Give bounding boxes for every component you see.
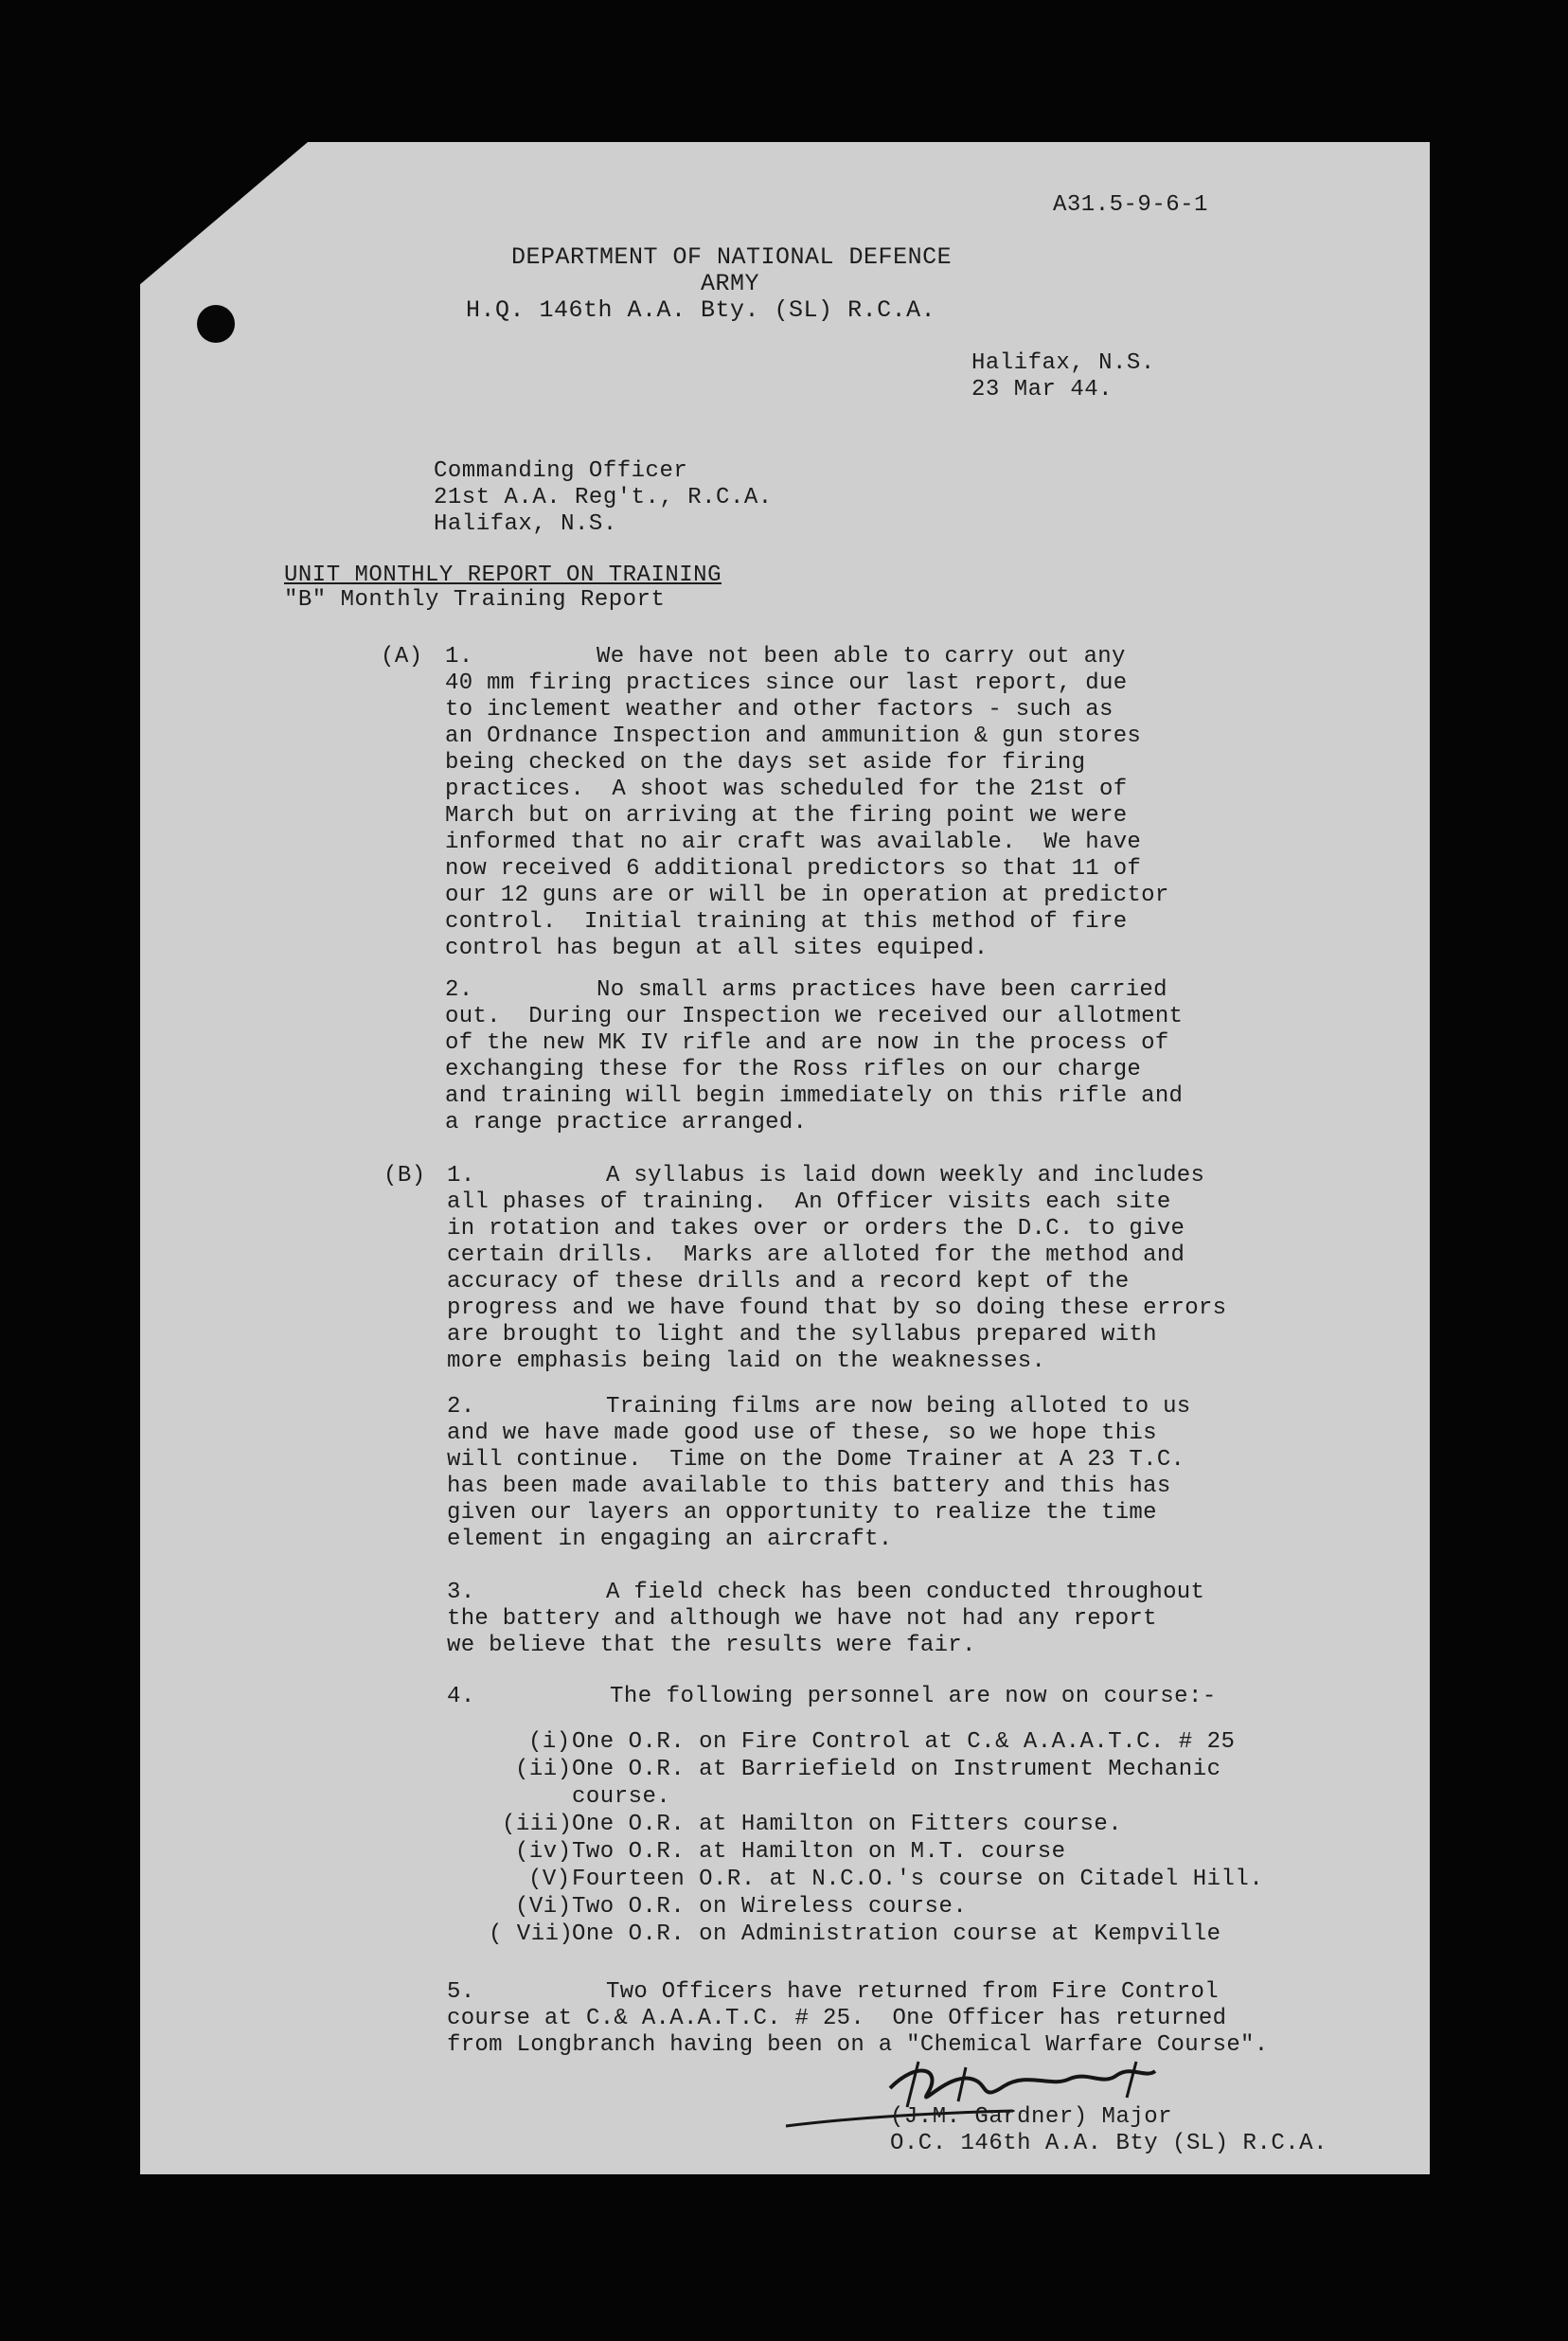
paragraph-line: being checked on the days set aside for firing — [445, 750, 1086, 776]
addressee-line2: 21st A.A. Reg't., R.C.A. — [434, 485, 773, 510]
header-army: ARMY — [701, 270, 760, 297]
course-item-number: (V) — [528, 1867, 571, 1892]
paragraph-line: we believe that the results were fair. — [447, 1633, 976, 1658]
header-unit: H.Q. 146th A.A. Bty. (SL) R.C.A. — [466, 296, 936, 324]
course-item-number: (iii) — [502, 1812, 573, 1837]
section-b-paragraph-1 — [447, 1163, 1226, 1375]
paragraph-line: exchanging these for the Ross rifles on our charge — [445, 1057, 1142, 1082]
course-item-text: Two O.R. on Wireless course. — [572, 1894, 968, 1920]
paragraph-line: accuracy of these drills and a record kept of the — [447, 1269, 1130, 1295]
paragraph-line: will continue. Time on the Dome Trainer at A 23 T.C. — [447, 1447, 1185, 1473]
paragraph-line: out. During our Inspection we received our allotment — [445, 1004, 1184, 1029]
section-b-paragraph-5 — [447, 1979, 1268, 2059]
paragraph-line: from Longbranch having been on a "Chemical Warfare Course". — [447, 2032, 1269, 2058]
addressee-line1: Commanding Officer — [434, 458, 688, 484]
section-a-paragraph-2 — [445, 977, 1183, 1136]
paragraph-line: course at C.& A.A.A.T.C. # 25. One Officer has returned — [447, 2006, 1227, 2031]
section-b-paragraph-2 — [447, 1394, 1191, 1553]
paragraph-line: informed that no air craft was available. We have — [445, 830, 1142, 855]
section-a-p2-num: 2. — [445, 977, 473, 1003]
paragraph-line: Training films are now being alloted to us — [606, 1394, 1191, 1420]
course-item-text: One O.R. on Fire Control at C.& A.A.A.T.C. # 25 — [572, 1729, 1236, 1755]
paragraph-line: now received 6 additional predictors so that 11 of — [445, 856, 1142, 882]
paragraph-line: control has begun at all sites equiped. — [445, 936, 989, 961]
paragraph-line: and training will begin immediately on this rifle and — [445, 1083, 1184, 1109]
addressee-line3: Halifax, N.S. — [434, 511, 617, 537]
signature-title: O.C. 146th A.A. Bty (SL) R.C.A. — [890, 2131, 1327, 2156]
section-b-p1-num: 1. — [447, 1163, 475, 1188]
course-item-number: ( Vii) — [489, 1921, 574, 1947]
paragraph-line: the battery and although we have not had any report — [447, 1606, 1157, 1632]
paragraph-line: No small arms practices have been carried — [597, 977, 1167, 1003]
paragraph-line: a range practice arranged. — [445, 1110, 808, 1135]
paragraph-line: A field check has been conducted throughout — [606, 1580, 1205, 1605]
paragraph-line: March but on arriving at the firing point we were — [445, 803, 1128, 829]
paragraph-line: Two Officers have returned from Fire Control — [606, 1979, 1219, 2005]
paragraph-line: are brought to light and the syllabus prepared with — [447, 1322, 1157, 1348]
paragraph-line: in rotation and takes over or orders the D.C. to give — [447, 1216, 1185, 1242]
paragraph-line: has been made available to this battery and this has — [447, 1474, 1171, 1499]
course-item-text: One O.R. on Administration course at Kempville — [572, 1921, 1221, 1947]
subject-subtitle: "B" Monthly Training Report — [284, 587, 666, 613]
paragraph-line: control. Initial training at this method of fire — [445, 909, 1128, 935]
paragraph-line: certain drills. Marks are alloted for the method and — [447, 1242, 1185, 1268]
paragraph-line: and we have made good use of these, so we hope this — [447, 1421, 1157, 1446]
section-a-paragraph-1 — [445, 644, 1169, 962]
date: 23 Mar 44. — [971, 377, 1114, 402]
section-a-label: (A) — [381, 644, 423, 670]
course-item-text: One O.R. at Barriefield on Instrument Mechanic — [572, 1757, 1221, 1782]
paragraph-line: of the new MK IV rifle and are now in the process of — [445, 1030, 1169, 1056]
course-item-text: Two O.R. at Hamilton on M.T. course — [572, 1839, 1066, 1865]
paragraph-line: 40 mm firing practices since our last report, due — [445, 670, 1128, 696]
course-item-text: One O.R. at Hamilton on Fitters course. — [572, 1812, 1123, 1837]
section-b-p5-num: 5. — [447, 1979, 475, 2005]
section-b-p3-num: 3. — [447, 1580, 475, 1605]
section-b-p2-num: 2. — [447, 1394, 475, 1420]
course-item-number: (ii) — [515, 1757, 572, 1782]
paragraph-line: progress and we have found that by so doing these errors — [447, 1296, 1227, 1321]
subject-title: UNIT MONTHLY REPORT ON TRAINING — [284, 563, 722, 588]
signature-name: (J.M. Gardner) Major — [890, 2104, 1173, 2130]
paragraph-line: to inclement weather and other factors - such as — [445, 697, 1114, 723]
paragraph-line: given our layers an opportunity to realize the time — [447, 1500, 1157, 1526]
section-b-p4-num: 4. — [447, 1684, 475, 1709]
paragraph-line: an Ordnance Inspection and ammunition & gun stores — [445, 724, 1142, 749]
section-b-label: (B) — [383, 1163, 426, 1188]
course-item-text: Fourteen O.R. at N.C.O.'s course on Citadel Hill. — [572, 1867, 1264, 1892]
paragraph-line: more emphasis being laid on the weaknesses. — [447, 1349, 1046, 1374]
paragraph-line: our 12 guns are or will be in operation at predictor — [445, 883, 1169, 908]
paragraph-line: element in engaging an aircraft. — [447, 1527, 893, 1552]
paragraph-line: We have not been able to carry out any — [597, 644, 1126, 670]
punch-hole — [197, 305, 235, 343]
header-department: DEPARTMENT OF NATIONAL DEFENCE — [511, 243, 953, 271]
place: Halifax, N.S. — [971, 350, 1155, 376]
paragraph-line: A syllabus is laid down weekly and includes — [606, 1163, 1205, 1188]
section-b-paragraph-3 — [447, 1580, 1204, 1659]
paragraph-line: all phases of training. An Officer visits each site — [447, 1189, 1171, 1215]
file-reference: A31.5-9-6-1 — [1053, 192, 1208, 218]
course-item-number: (iv) — [515, 1839, 572, 1865]
section-a-p1-num: 1. — [445, 644, 473, 670]
course-item-number: (i) — [528, 1729, 571, 1755]
section-b-p4-intro: The following personnel are now on course:- — [610, 1684, 1217, 1709]
course-item-number: (Vi) — [515, 1894, 572, 1920]
paragraph-line: practices. A shoot was scheduled for the 21st of — [445, 777, 1128, 802]
course-item-text: course. — [572, 1784, 671, 1810]
